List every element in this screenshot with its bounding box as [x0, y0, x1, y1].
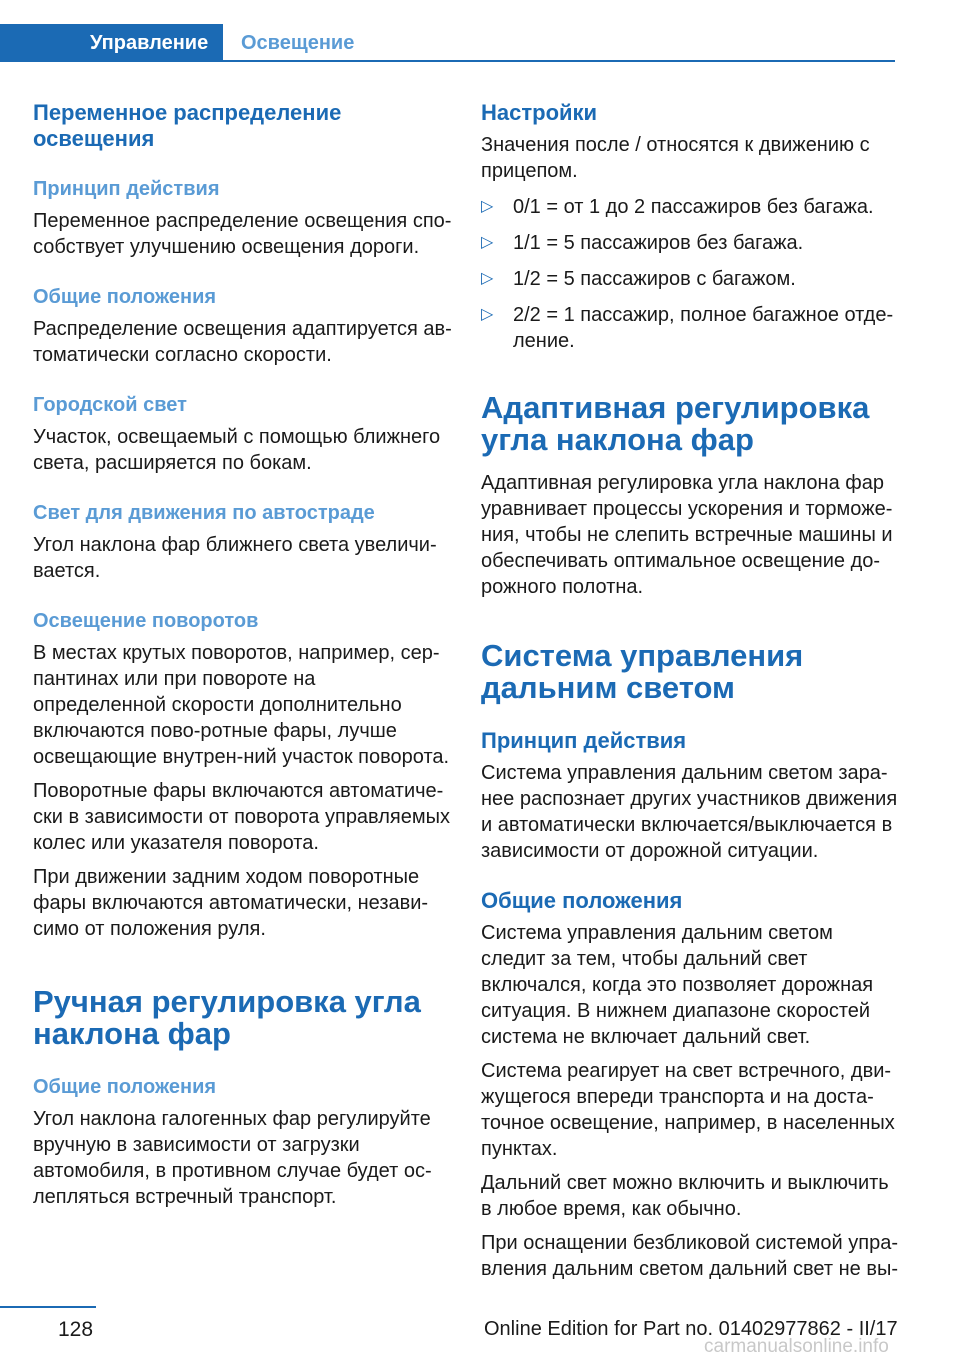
- text-highway-light: Угол наклона фар ближнего света увеличи-вается.: [33, 534, 437, 582]
- list-item-text: 1/2 = 5 пассажиров с багажом.: [513, 268, 796, 290]
- text-settings: Значения после / относятся к движению с прицепом.: [481, 134, 870, 182]
- watermark: carmanualsonline.info: [704, 1336, 889, 1357]
- triangle-bullet-icon: ▷: [481, 234, 494, 251]
- triangle-bullet-icon: ▷: [481, 198, 494, 215]
- section-tab-active[interactable]: Управление: [0, 24, 223, 62]
- text-principle: Переменное распределение освещения спо-собствует улучшению освещения дороги.: [33, 210, 452, 258]
- text-city-light: Участок, освещаемый с помощью ближнего света, расширяется по бокам.: [33, 426, 441, 474]
- list-item-text: 0/1 = от 1 до 2 пассажиров без багажа.: [513, 196, 874, 218]
- left-column: [33, 100, 453, 1210]
- page-number: 128: [58, 1318, 94, 1341]
- heading-hb-general: Общие положения: [481, 888, 683, 913]
- page-header: [0, 24, 895, 62]
- footer-divider: [0, 1306, 96, 1308]
- triangle-bullet-icon: ▷: [481, 270, 494, 287]
- heading-settings: Настройки: [481, 100, 598, 125]
- list-item: [481, 302, 901, 354]
- right-column: [481, 100, 901, 1282]
- heading-high-beam-system: Система управления дальним светом: [481, 638, 804, 705]
- text-hb-principle: Система управления дальним светом зара-нее распознает других участников движения и автоматически включается/выключается в зависимости от дорожной ситуации.: [481, 762, 898, 862]
- text-manual: Угол наклона галогенных фар регулируйте вручную в зависимости от загрузки автомобиля, в противном случае будет ос-лепляться встречный транспорт.: [33, 1108, 432, 1208]
- heading-highway-light: Свет для движения по автостраде: [33, 502, 375, 524]
- text-turns-2: Поворотные фары включаются автоматиче-ски в зависимости от поворота управляемых колес или указателя поворота.: [33, 780, 450, 854]
- text-adaptive: Адаптивная регулировка угла наклона фар уравнивает процессы ускорения и торможе-ния, чтобы не слепить встречные машины и обеспечивать оптимальное освещение до-рожного полотна.: [481, 472, 893, 598]
- text-turns-3: При движении задним ходом поворотные фары включаются автоматически, незави-симо от положения руля.: [33, 866, 429, 940]
- text-hb-2: Система реагирует на свет встречного, дви-жущегося впереди транспорта и на доста-точное освещение, например, в населенных пунктах.: [481, 1060, 895, 1160]
- heading-turn-lighting: Освещение поворотов: [33, 610, 259, 632]
- heading-principle: Принцип действия: [33, 178, 220, 200]
- heading-general: Общие положения: [33, 286, 217, 308]
- text-hb-3: Дальний свет можно включить и выключить в любое время, как обычно.: [481, 1172, 889, 1220]
- heading-hb-principle: Принцип действия: [481, 728, 687, 753]
- section-tab-inactive[interactable]: Освещение: [241, 32, 355, 54]
- heading-adaptive-adjustment: Адаптивная регулировка угла наклона фар: [481, 390, 870, 457]
- text-hb-4: При оснащении безбликовой системой упра-вления дальним светом дальний свет не вы-: [481, 1232, 898, 1280]
- list-item: [481, 230, 901, 256]
- text-hb-1: Система управления дальним светом следит за тем, чтобы дальний свет включался, когда это позволяет дорожная ситуация. В нижнем диапазоне скоростей система не включает дальний свет.: [481, 922, 874, 1048]
- list-item-text: 2/2 = 1 пассажир, полное багажное отде-ление.: [513, 304, 894, 352]
- heading-variable-lighting: Переменное распределение освещения: [33, 100, 342, 151]
- load-settings-list: [481, 194, 901, 354]
- triangle-bullet-icon: ▷: [481, 306, 494, 323]
- list-item: [481, 266, 901, 292]
- list-item-text: 1/1 = 5 пассажиров без багажа.: [513, 232, 804, 254]
- edition-note: Online Edition for Part no. 01402977862 - II/17: [484, 1318, 898, 1340]
- list-item: [481, 194, 901, 220]
- heading-manual-general: Общие положения: [33, 1076, 217, 1098]
- heading-manual-adjustment: Ручная регулировка угла наклона фар: [33, 984, 421, 1051]
- text-general: Распределение освещения адаптируется ав-томатически согласно скорости.: [33, 318, 452, 366]
- text-turns-1: В местах крутых поворотов, например, сер-пантинах или при повороте на определенной скорости дополнительно включаются пово-ротные фары, лучше освещающие внутрен-ний участок поворота.: [33, 642, 450, 768]
- heading-city-light: Городской свет: [33, 394, 187, 416]
- header-divider: [223, 60, 895, 62]
